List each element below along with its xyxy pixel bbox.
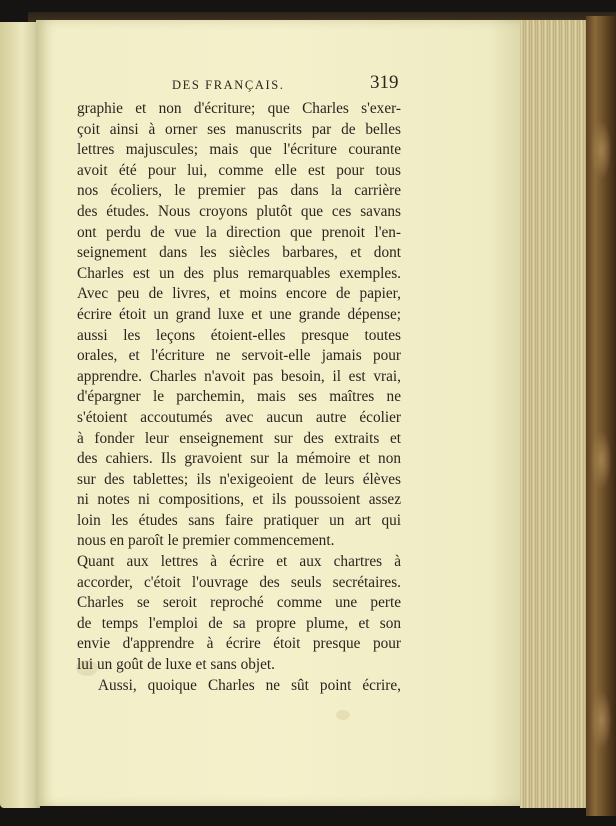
spine-wear-mark (590, 690, 612, 750)
text-line: d'épargner le parchemin, mais ses maîtres ne (77, 388, 401, 406)
text-line: seignement dans les siècles barbares, et dont (77, 244, 401, 262)
text-line: orales, et l'écriture ne servoit-elle jamais pour (77, 347, 401, 365)
text-line: lettres majuscules; mais que l'écriture courante (77, 141, 401, 159)
text-line: aussi les leçons étoient-elles presque toutes (77, 326, 401, 344)
text-line: graphie et non d'écriture; que Charles s'exer- (77, 100, 401, 117)
text-line: Quant aux lettres à écrire et aux chartres à (77, 553, 401, 571)
spine-wear-mark (590, 120, 612, 180)
page-block-edges (520, 20, 590, 808)
page-header (72, 72, 402, 98)
text-line: s'étoient accoutumés avec aucun autre écolier (77, 408, 401, 426)
text-line: lui un goût de luxe et sans objet. (77, 656, 275, 674)
text-line: accorder, c'étoit l'ouvrage des seuls secrétaires. (77, 573, 401, 591)
text-line: des cahiers. Ils gravoient sur la mémoire et non (77, 450, 401, 468)
text-line: ni notes ni compositions, et ils poussoient assez (77, 491, 401, 509)
text-line: envie d'apprendre à écrire étoit presque pour (77, 635, 401, 653)
foxing-spot (336, 710, 350, 720)
text-line: Avec peu de livres, et moins encore de papier, (77, 285, 401, 303)
text-line: Charles est un des plus remarquables exemples. (77, 264, 401, 282)
text-line: des études. Nous croyons plutôt que ces savans (77, 202, 401, 220)
spine-wear-mark (590, 430, 612, 490)
text-line: Charles se seroit reproché comme une perte (77, 594, 401, 612)
text-line: loin les études sans faire pratiquer un art qui (77, 511, 401, 529)
running-head: DES FRANÇAIS. (172, 78, 285, 92)
text-line: écrire étoit un grand luxe et une grande dépense; (77, 305, 401, 323)
text-line: avoit été pour lui, comme elle est pour tous (77, 161, 401, 179)
text-line: à fonder leur enseignement sur des extraits et (77, 429, 401, 447)
page-number: 319 (370, 72, 399, 93)
body-text (77, 99, 401, 696)
text-line: Aussi, quoique Charles ne sût point écrire, (98, 676, 401, 694)
text-line: çoit ainsi à orner ses manuscrits par de belles (77, 120, 401, 138)
text-line: sur des tablettes; ils n'exigeoient de leurs élèves (77, 470, 401, 488)
text-line: nos écoliers, le premier pas dans la carrière (77, 182, 401, 200)
text-line: ont perdu de vue la direction que prenoit l'en- (77, 223, 401, 241)
text-line: apprendre. Charles n'avoit pas besoin, il est vrai, (77, 367, 401, 385)
text-line: de temps l'emploi de sa propre plume, et son (77, 614, 401, 632)
text-line: nous en paroît le premier commencement. (77, 532, 335, 550)
left-page-edge (0, 22, 40, 808)
